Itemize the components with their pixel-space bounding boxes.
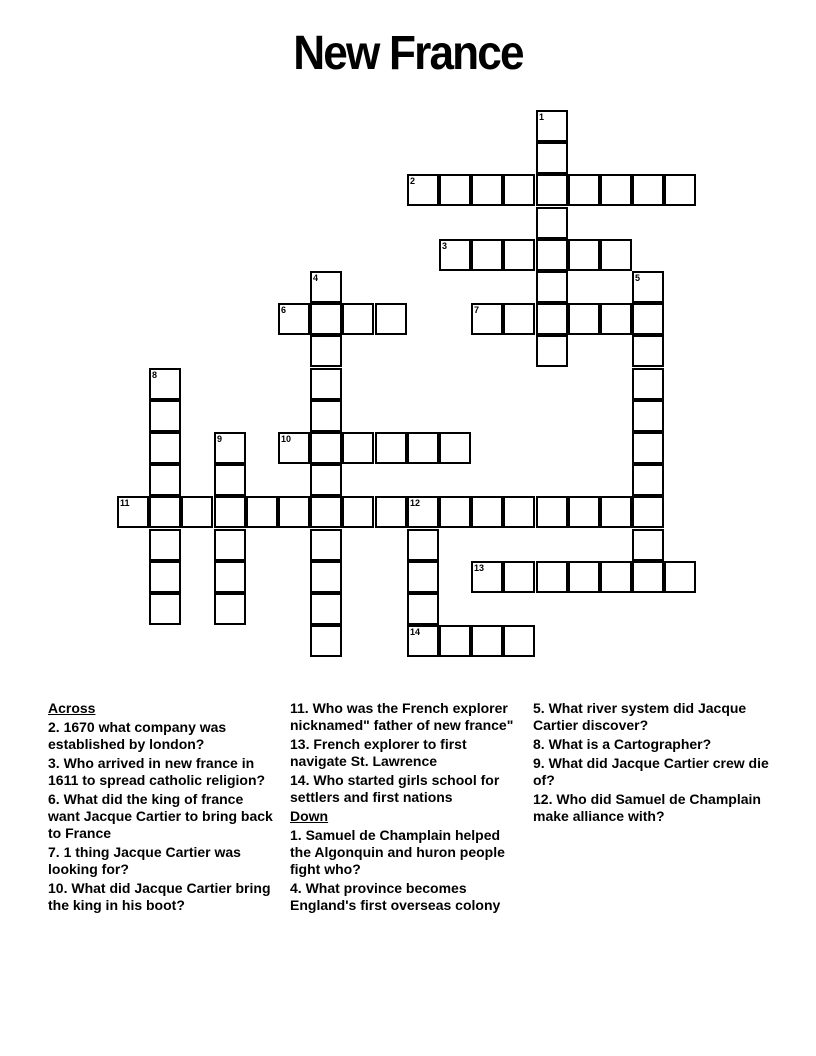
across-heading: Across xyxy=(48,700,96,716)
grid-cell[interactable] xyxy=(600,496,632,528)
grid-cell[interactable] xyxy=(310,335,342,367)
grid-cell[interactable] xyxy=(214,496,246,528)
grid-cell[interactable] xyxy=(503,239,535,271)
clue-number: 7 xyxy=(474,305,480,315)
grid-cell[interactable] xyxy=(310,496,342,528)
grid-cell[interactable] xyxy=(503,496,535,528)
grid-cell[interactable] xyxy=(632,368,664,400)
grid-cell[interactable] xyxy=(439,625,471,657)
grid-cell[interactable] xyxy=(632,496,664,528)
grid-cell[interactable] xyxy=(214,529,246,561)
grid-cell[interactable] xyxy=(632,432,664,464)
grid-cell[interactable] xyxy=(407,593,439,625)
clue-down-12: 12. Who did Samuel de Champlain make alliance with? xyxy=(533,791,761,824)
grid-cell[interactable] xyxy=(149,529,181,561)
grid-cell[interactable] xyxy=(471,625,503,657)
grid-cell[interactable] xyxy=(568,239,600,271)
clue-across-14: 14. Who started girls school for settlers and first nations xyxy=(290,772,500,805)
grid-cell[interactable] xyxy=(310,561,342,593)
grid-cell[interactable] xyxy=(278,303,310,335)
grid-cell[interactable] xyxy=(536,335,568,367)
grid-cell[interactable] xyxy=(214,464,246,496)
grid-cell[interactable] xyxy=(214,432,246,464)
grid-cell[interactable] xyxy=(310,464,342,496)
grid-cell[interactable] xyxy=(439,239,471,271)
clue-across-11: 11. Who was the French explorer nicknamed" father of new france" xyxy=(290,700,514,733)
grid-cell[interactable] xyxy=(149,496,181,528)
clue-across-6: 6. What did the king of france want Jacque Cartier to bring back to France xyxy=(48,791,273,841)
grid-cell[interactable] xyxy=(439,432,471,464)
grid-cell[interactable] xyxy=(664,174,696,206)
clue-number: 12 xyxy=(410,498,421,508)
grid-cell[interactable] xyxy=(632,303,664,335)
grid-cell[interactable] xyxy=(471,174,503,206)
grid-cell[interactable] xyxy=(600,561,632,593)
grid-cell[interactable] xyxy=(375,303,407,335)
grid-cell[interactable] xyxy=(600,303,632,335)
grid-cell[interactable] xyxy=(471,303,503,335)
clues-column-3 xyxy=(533,700,773,827)
grid-cell[interactable] xyxy=(342,303,374,335)
grid-cell[interactable] xyxy=(342,432,374,464)
clue-number: 11 xyxy=(120,498,130,508)
clue-down-1: 1. Samuel de Champlain helped the Algonquin and huron people fight who? xyxy=(290,827,505,877)
grid-cell[interactable] xyxy=(664,561,696,593)
grid-cell[interactable] xyxy=(375,432,407,464)
clue-number: 10 xyxy=(281,434,292,444)
clue-number: 8 xyxy=(152,370,158,380)
clue-number: 1 xyxy=(539,112,545,122)
grid-cell[interactable] xyxy=(310,529,342,561)
grid-cell[interactable] xyxy=(407,625,439,657)
grid-cell[interactable] xyxy=(310,593,342,625)
grid-cell[interactable] xyxy=(632,464,664,496)
grid-cell[interactable] xyxy=(278,496,310,528)
grid-cell[interactable] xyxy=(310,368,342,400)
grid-cell[interactable] xyxy=(407,432,439,464)
grid-cell[interactable] xyxy=(278,432,310,464)
grid-cell[interactable] xyxy=(536,303,568,335)
grid-cell[interactable] xyxy=(149,593,181,625)
clue-across-3: 3. Who arrived in new france in 1611 to spread catholic religion? xyxy=(48,755,266,788)
grid-cell[interactable] xyxy=(536,271,568,303)
grid-cell[interactable] xyxy=(536,174,568,206)
grid-cell[interactable] xyxy=(503,625,535,657)
grid-cell[interactable] xyxy=(536,142,568,174)
clue-number: 4 xyxy=(313,273,319,283)
grid-cell[interactable] xyxy=(568,303,600,335)
grid-cell[interactable] xyxy=(568,561,600,593)
grid-cell[interactable] xyxy=(310,625,342,657)
grid-cell[interactable] xyxy=(117,496,149,528)
grid-cell[interactable] xyxy=(471,496,503,528)
clue-number: 5 xyxy=(635,273,641,283)
grid-cell[interactable] xyxy=(600,174,632,206)
grid-cell[interactable] xyxy=(375,496,407,528)
grid-cell[interactable] xyxy=(310,400,342,432)
clue-down-8: 8. What is a Cartographer? xyxy=(533,736,712,752)
grid-cell[interactable] xyxy=(632,335,664,367)
grid-cell[interactable] xyxy=(568,496,600,528)
grid-cell[interactable] xyxy=(439,496,471,528)
clue-across-2: 2. 1670 what company was established by london? xyxy=(48,719,227,752)
clue-number: 14 xyxy=(410,627,421,637)
grid-cell[interactable] xyxy=(181,496,213,528)
puzzle-title: New France xyxy=(293,27,523,80)
grid-cell[interactable] xyxy=(536,207,568,239)
grid-cell[interactable] xyxy=(503,303,535,335)
grid-cell[interactable] xyxy=(536,496,568,528)
grid-cell[interactable] xyxy=(632,174,664,206)
grid-cell[interactable] xyxy=(149,561,181,593)
clue-number: 2 xyxy=(410,176,416,186)
clue-number: 13 xyxy=(474,563,485,573)
grid-cell[interactable] xyxy=(536,239,568,271)
clue-down-4: 4. What province becomes England's first overseas colony xyxy=(290,880,501,913)
clue-across-10: 10. What did Jacque Cartier bring the king in his boot? xyxy=(48,880,271,913)
grid-cell[interactable] xyxy=(471,561,503,593)
grid-cell[interactable] xyxy=(407,561,439,593)
grid-cell[interactable] xyxy=(149,464,181,496)
clue-number: 6 xyxy=(281,305,287,315)
clue-down-5: 5. What river system did Jacque Cartier discover? xyxy=(533,700,747,733)
clue-across-7: 7. 1 thing Jacque Cartier was looking for? xyxy=(48,844,241,877)
clue-down-9: 9. What did Jacque Cartier crew die of? xyxy=(533,755,769,788)
grid-cell[interactable] xyxy=(214,561,246,593)
clue-across-13: 13. French explorer to first navigate St. Lawrence xyxy=(290,736,467,769)
grid-cell[interactable] xyxy=(246,496,278,528)
grid-cell[interactable] xyxy=(568,174,600,206)
clue-number: 9 xyxy=(217,434,223,444)
grid-cell[interactable] xyxy=(471,239,503,271)
grid-cell[interactable] xyxy=(407,496,439,528)
grid-cell[interactable] xyxy=(439,174,471,206)
grid-cell[interactable] xyxy=(503,561,535,593)
grid-cell[interactable] xyxy=(310,432,342,464)
grid-cell[interactable] xyxy=(310,303,342,335)
grid-cell[interactable] xyxy=(503,174,535,206)
grid-cell[interactable] xyxy=(600,239,632,271)
down-heading: Down xyxy=(290,808,329,824)
grid-cell[interactable] xyxy=(342,496,374,528)
grid-cell[interactable] xyxy=(214,593,246,625)
grid-cell[interactable] xyxy=(407,174,439,206)
grid-cell[interactable] xyxy=(149,400,181,432)
clues-column-2 xyxy=(290,700,520,916)
grid-cell[interactable] xyxy=(149,432,181,464)
clues-column-1 xyxy=(48,700,273,916)
grid-cell[interactable] xyxy=(632,271,664,303)
clue-number: 3 xyxy=(442,241,448,251)
grid-cell[interactable] xyxy=(407,529,439,561)
grid-cell[interactable] xyxy=(632,561,664,593)
grid-cell[interactable] xyxy=(536,110,568,142)
grid-cell[interactable] xyxy=(149,368,181,400)
grid-cell[interactable] xyxy=(310,271,342,303)
grid-cell[interactable] xyxy=(536,561,568,593)
grid-cell[interactable] xyxy=(632,529,664,561)
grid-cell[interactable] xyxy=(632,400,664,432)
